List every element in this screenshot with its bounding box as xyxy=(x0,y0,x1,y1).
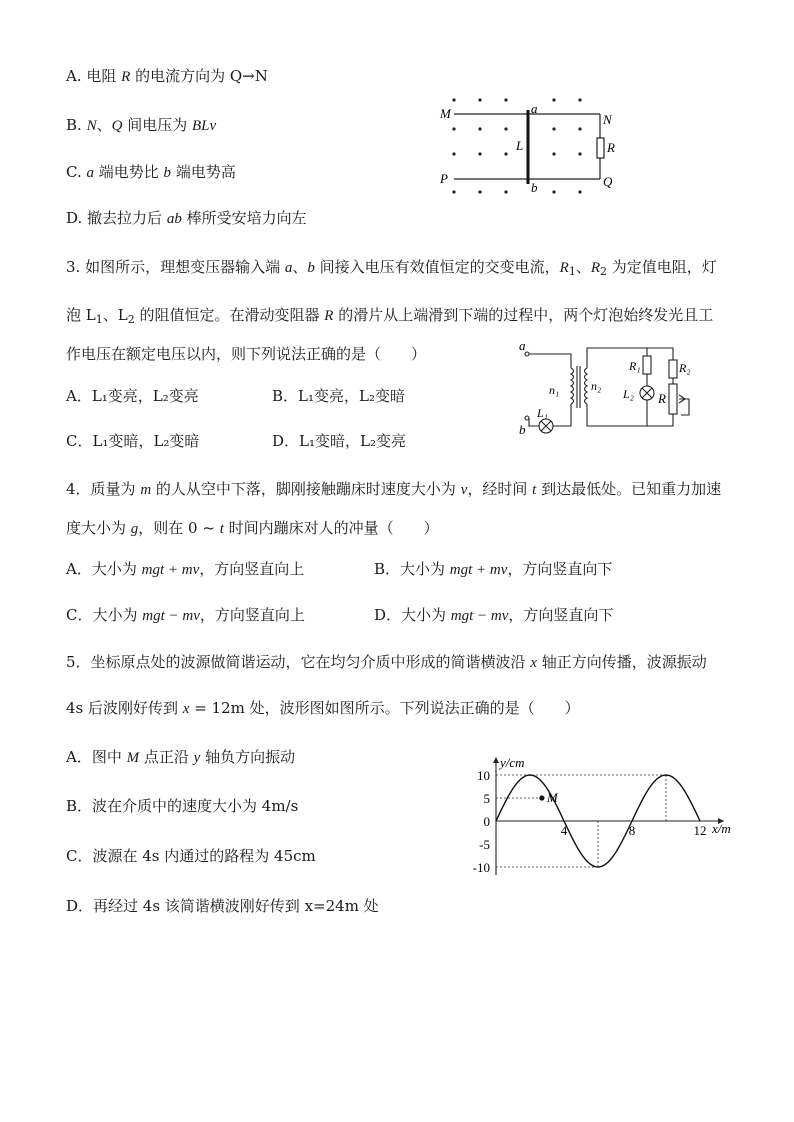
label-R1: R₁ xyxy=(629,359,641,373)
q5-option-c: C．波源在 4s 内通过的路程为 45cm xyxy=(66,847,316,865)
y-tick-label: -5 xyxy=(479,837,490,852)
q2-option-d: D. 撤去拉力后 ab 棒所受安培力向左 xyxy=(66,209,307,227)
label-R2: R₂ xyxy=(679,361,691,375)
label-N: N xyxy=(603,112,612,127)
label-n2: n₂ xyxy=(591,379,602,393)
label-L: L xyxy=(516,138,524,153)
field-dot xyxy=(504,152,507,155)
q4-option-b: B．大小为 mgt + mv，方向竖直向下 xyxy=(374,560,613,578)
q3-stem-line2: 泡 $L_1$、$L_2$ 的阻值恒定。在滑动变阻器 R 的滑片从上端滑到下端的过程中，两个灯泡始终发光且工 xyxy=(66,306,714,326)
field-dot xyxy=(504,98,507,101)
field-dot xyxy=(552,98,555,101)
field-dot xyxy=(578,190,581,193)
q3-option-d: D．L₁变暗，L₂变亮 xyxy=(272,432,406,450)
q5-stem-line1: 5．坐标原点处的波源做简谐运动，它在均匀介质中形成的简谐横波沿 x 轴正方向传播，波源振动 xyxy=(66,653,707,671)
q4-stem-line2: 度大小为 g，则在 0 ~ t 时间内蹦床对人的冲量（ ） xyxy=(66,519,439,537)
y-axis-arrow xyxy=(493,757,499,763)
q5-option-a: A．图中 M 点正沿 y 轴负方向振动 xyxy=(66,748,296,766)
field-dot xyxy=(452,98,455,101)
point-M-label: M xyxy=(546,790,558,805)
field-dot xyxy=(478,98,481,101)
field-dot xyxy=(478,190,481,193)
q5-stem-line2: 4s 后波刚好传到 x = 12m 处，波形图如图所示。下列说法正确的是（ ） xyxy=(66,699,580,717)
q5-option-d: D．再经过 4s 该简谐横波刚好传到 x=24m 处 xyxy=(66,897,379,915)
q4-option-c: C．大小为 mgt − mv，方向竖直向上 xyxy=(66,606,305,624)
y-tick-label: -10 xyxy=(472,860,490,875)
x-tick-label: 4 xyxy=(560,823,568,838)
q4-option-d: D．大小为 mgt − mv，方向竖直向下 xyxy=(374,606,614,624)
label-b: b xyxy=(531,180,538,195)
field-dot xyxy=(452,190,455,193)
q4-stem-line1: 4．质量为 m 的人从空中下落，脚刚接触蹦床时速度大小为 v，经时间 t 到达最低处。已知重力加速 xyxy=(66,480,722,498)
field-dot xyxy=(578,127,581,130)
q2-rail-figure xyxy=(430,96,630,196)
label-a: a xyxy=(531,101,538,116)
label-P: P xyxy=(440,171,448,186)
label-R: R xyxy=(607,140,615,155)
q3-circuit-figure xyxy=(515,340,715,440)
field-dot xyxy=(478,152,481,155)
field-dot xyxy=(578,98,581,101)
field-dot xyxy=(478,127,481,130)
label-M: M xyxy=(440,106,451,121)
field-dot xyxy=(452,152,455,155)
q3-stem-line1: 3. 如图所示，理想变压器输入端 a、b 间接入电压有效值恒定的交变电流，$R_1$、$R_2$ 为定值电阻，灯 xyxy=(66,258,717,278)
x-axis-label: x/m xyxy=(712,821,731,836)
q3-option-a: A．L₁变亮，L₂变亮 xyxy=(66,387,199,405)
field-dot xyxy=(504,127,507,130)
field-dot xyxy=(578,152,581,155)
x-tick-label: 12 xyxy=(693,823,707,838)
label-n1: n₁ xyxy=(549,383,560,397)
label-Q: Q xyxy=(603,174,613,189)
y-tick-label: 0 xyxy=(483,814,490,829)
q3-option-c: C．L₁变暗，L₂变暗 xyxy=(66,432,200,450)
label-R: R xyxy=(658,391,666,406)
q5-option-b: B．波在介质中的速度大小为 4m/s xyxy=(66,797,299,815)
wave-chart xyxy=(460,745,731,885)
label-a: a xyxy=(519,338,526,353)
label-L1: L₁ xyxy=(537,406,548,420)
field-dot xyxy=(552,190,555,193)
field-dot xyxy=(552,152,555,155)
q3-option-b: B．L₁变亮，L₂变暗 xyxy=(272,387,405,405)
q2-option-a: A. 电阻 R 的电流方向为 Q→N xyxy=(66,67,268,85)
y-tick-label: 10 xyxy=(477,768,490,783)
field-dot xyxy=(452,127,455,130)
label-L2: L₂ xyxy=(623,387,634,401)
q4-option-a: A．大小为 mgt + mv，方向竖直向上 xyxy=(66,560,305,578)
field-dot xyxy=(552,127,555,130)
x-tick-label: 8 xyxy=(628,823,636,838)
q2-option-c: C. a 端电势比 b 端电势高 xyxy=(66,163,236,181)
y-axis-label: y/cm xyxy=(500,755,525,770)
label-b: b xyxy=(519,422,526,437)
q3-stem-line3: 作电压在额定电压以内，则下列说法正确的是（ ） xyxy=(66,345,427,363)
q2-option-b: B. N、Q 间电压为 BLv xyxy=(66,116,217,134)
point-M xyxy=(539,795,544,800)
field-dot xyxy=(504,190,507,193)
y-tick-label: 5 xyxy=(483,791,490,806)
